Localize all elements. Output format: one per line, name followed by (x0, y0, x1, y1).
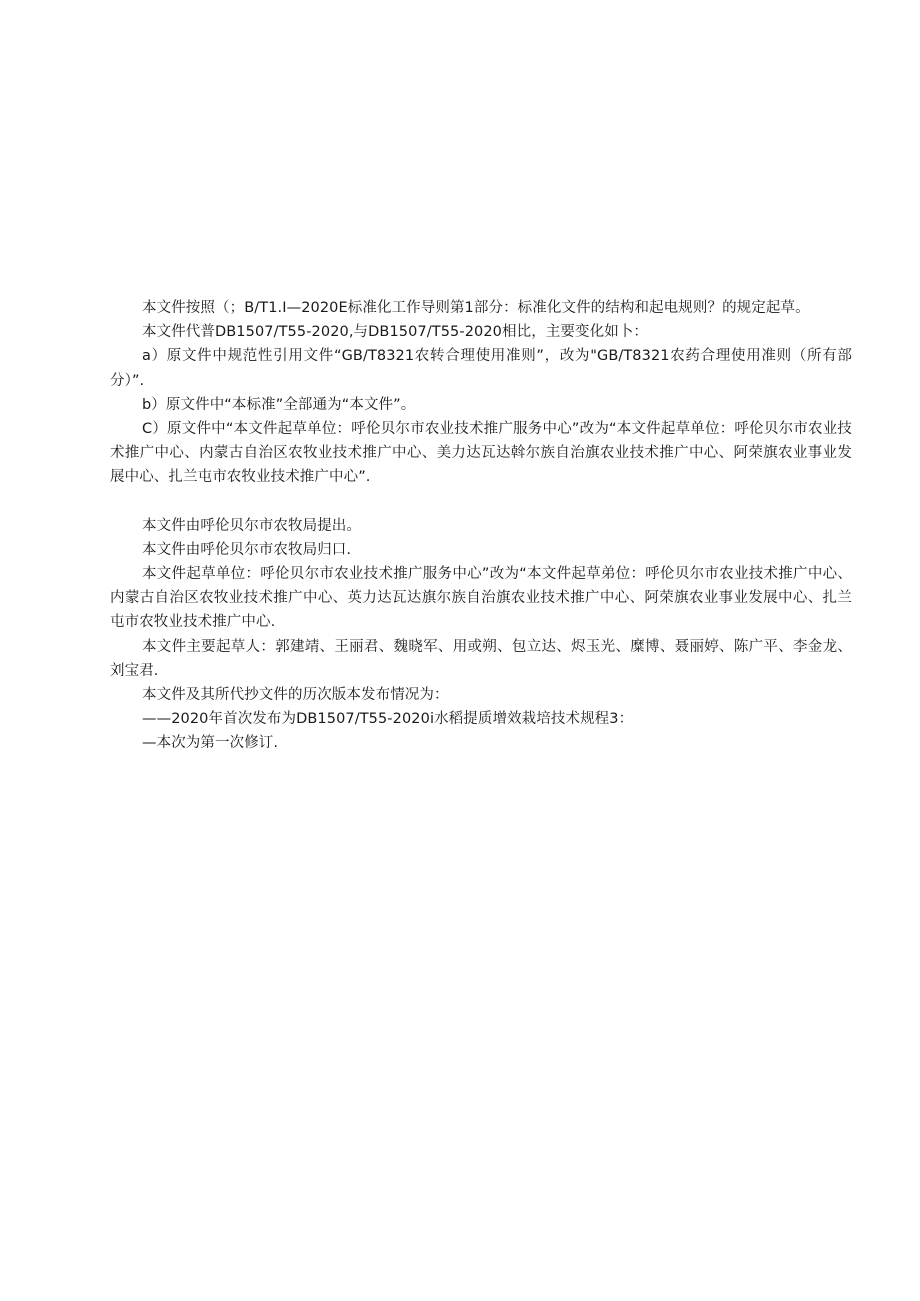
change-item-c: C）原文件中“本文件起草单位：呼伦贝尔市农业技术推广服务中心”改为“本文件起草单位：呼伦贝尔市农业技术推广中心、内蒙古自治区农牧业技术推广中心、美力达瓦达斡尔族自治旗农业技术推广中心、阿荣旗农业事业发展中心、扎兰屯市农牧业技术推广中心”. (110, 421, 852, 486)
replacement-paragraph: 本文件代普DB1507/T55-2020,与DB1507/T55-2020相比，主要变化如卜： (142, 324, 648, 341)
change-item-b: b）原文件中“本标准”全部通为“本文件”。 (142, 396, 416, 413)
centralized-unit-paragraph: 本文件由呼伦贝尔市农牧局归口. (142, 541, 352, 558)
drafting-basis-paragraph: 本文件按照（；B/T1.I—2020E标准化工作导则第1部分：标准化文件的结构和起电规则？的规定起草。 (142, 300, 810, 316)
drafters-paragraph: 本文件主要起草人：郭建靖、王丽君、魏晓军、用或朔、包立达、烬玉光、糜博、聂丽婷、陈广平、李金龙、刘宝君. (110, 638, 852, 679)
foreword-content (110, 296, 852, 756)
version-history-current: —本次为第一次修订. (142, 735, 279, 752)
version-history-first: ——2020年首次发布为DB1507/T55-2020i水稻提质增效栽培技术规程3： (142, 711, 634, 728)
proposer-paragraph: 本文件由呼伦贝尔市农牧局提出。 (142, 517, 361, 534)
version-history-heading: 本文件及其所代抄文件的历次版本发布情况为： (142, 687, 449, 704)
drafting-units-paragraph: 本文件起草单位：呼伦贝尔市农业技术推广服务中心”改为“本文件起草弟位：呼伦贝尔市农业技术推广中心、内蒙古自治区农牧业技术推广中心、英力达瓦达旗尔族自治旗农业技术推广中心、阿荣旗农业事业发展中心、扎兰屯市农牧业技术推广中心. (110, 566, 852, 631)
paragraph-gap (110, 490, 852, 514)
change-item-a: a）原文件中规范性引用文件“GB/T8321农转合理使用准则”，改为"GB/T8321农药合理使用准则（所有部分）”. (110, 348, 852, 389)
